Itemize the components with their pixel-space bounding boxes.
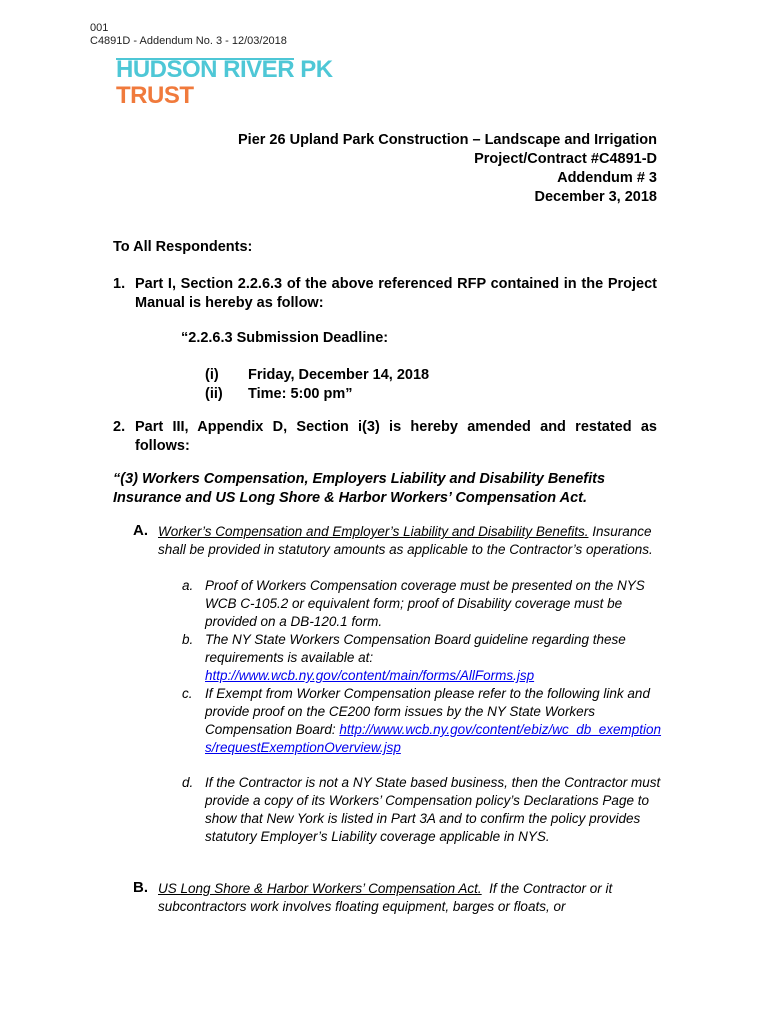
section-letter: A. bbox=[133, 522, 148, 539]
list-item-b bbox=[182, 631, 662, 685]
row-number: (i) bbox=[205, 367, 219, 383]
title-date: December 3, 2018 bbox=[534, 189, 657, 205]
list-item-d bbox=[182, 774, 662, 846]
numbered-item-1 bbox=[113, 275, 657, 313]
section-body: Insurance shall be provided in statutory amounts as applicable to the Contractor’s operations. bbox=[158, 524, 653, 557]
row-number: (ii) bbox=[205, 386, 223, 402]
section-title: Worker’s Compensation and Employer’s Liability and Disability Benefits. bbox=[158, 524, 589, 539]
numbered-item-2 bbox=[113, 418, 657, 456]
list-key: b. bbox=[182, 632, 194, 647]
logo-line-2: TRUST bbox=[116, 82, 194, 109]
item-text: Part III, Appendix D, Section i(3) is hereby amended and restated as follows: bbox=[135, 419, 657, 454]
title-contract-number: Project/Contract #C4891-D bbox=[474, 151, 657, 167]
list-text: The NY State Workers Compensation Board guideline regarding these requirements is available at: bbox=[205, 632, 626, 665]
row-text: Time: 5:00 pm” bbox=[248, 386, 353, 402]
logo-line-1: HUDSON RIVER PK bbox=[116, 56, 333, 83]
deadline-heading: “2.2.6.3 Submission Deadline: bbox=[181, 330, 389, 346]
title-project-name: Pier 26 Upland Park Construction – Landscape and Irrigation bbox=[238, 132, 657, 148]
section-body: If the Contractor or it subcontractors work involves floating equipment, barges or floats, or bbox=[158, 881, 613, 914]
row-text: Friday, December 14, 2018 bbox=[248, 367, 430, 383]
section-a bbox=[133, 523, 663, 559]
title-addendum-number: Addendum # 3 bbox=[557, 170, 657, 186]
section-b bbox=[133, 880, 663, 916]
list-text: Proof of Workers Compensation coverage must be presented on the NYS WCB C-105.2 or equivalent form; proof of Disability coverage must be provided on a DB-120.1 form. bbox=[205, 578, 645, 629]
list-item-a bbox=[182, 577, 662, 631]
list-key: c. bbox=[182, 686, 193, 701]
item-text: Part I, Section 2.2.6.3 of the above referenced RFP contained in the Project Manual is hereby as follow: bbox=[135, 276, 657, 311]
list-key: d. bbox=[182, 775, 194, 790]
list-text: If the Contractor is not a NY State based business, then the Contractor must provide a copy of its Workers’ Compensation policy’s Declarations Page to show that New York is listed in Part 3A and to confirm the policy provides statutory Employer’s Liability coverage applicable in NYS. bbox=[205, 775, 661, 844]
section-title: US Long Shore & Harbor Workers’ Compensation Act. bbox=[158, 881, 482, 896]
insurance-heading: “(3) Workers Compensation, Employers Liability and Disability Benefits Insurance and US Long Shore & Harbor Workers’ Compensation Act. bbox=[113, 471, 606, 506]
item-number: 2. bbox=[113, 419, 126, 435]
section-letter: B. bbox=[133, 879, 148, 896]
wcb-exemptions-link[interactable]: http://www.wcb.ny.gov/content/ebiz/wc_db_exemptions/requestExemptionOverview.jsp bbox=[205, 722, 662, 755]
wcb-forms-link[interactable]: http://www.wcb.ny.gov/content/main/forms/AllForms.jsp bbox=[205, 668, 535, 683]
item-number: 1. bbox=[113, 276, 126, 292]
list-text: If Exempt from Worker Compensation please refer to the following link and provide proof on the CE200 form issues by the NY State Workers Compensation Board: bbox=[205, 686, 650, 737]
list-item-c bbox=[182, 685, 662, 757]
greeting: To All Respondents: bbox=[113, 239, 253, 255]
document-id: 001 bbox=[90, 22, 109, 34]
hudson-river-park-trust-logo bbox=[116, 56, 333, 110]
list-key: a. bbox=[182, 578, 194, 593]
document-reference: C4891D - Addendum No. 3 - 12/03/2018 bbox=[90, 35, 287, 47]
